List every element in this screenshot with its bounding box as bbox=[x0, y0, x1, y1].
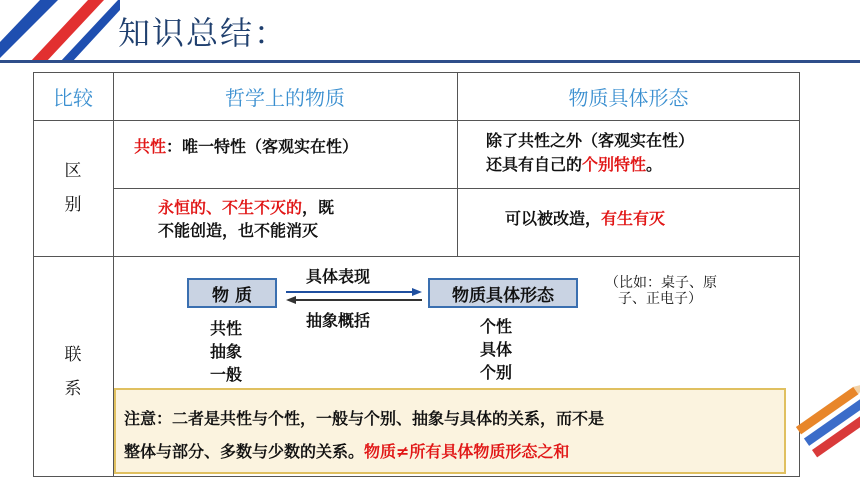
arrow-label-abstraction: 抽象概括 bbox=[306, 311, 371, 330]
text-segment: 还具有自己的 bbox=[486, 155, 583, 174]
text-segment-red: 永恒的、不生不灭的 bbox=[158, 198, 303, 217]
table-divider bbox=[33, 120, 800, 121]
row-label-difference-2: 别 bbox=[64, 195, 82, 215]
row-label-connection-1: 联 bbox=[64, 345, 82, 365]
concrete-forms-box: 物质具体形态 bbox=[428, 278, 578, 308]
cell-eternal-line1 bbox=[158, 197, 334, 219]
note-box bbox=[114, 388, 786, 474]
example-text-line2: 子、正电子） bbox=[618, 291, 702, 307]
cell-individuality-line2 bbox=[486, 154, 662, 176]
right-list-item: 个别 bbox=[480, 363, 513, 382]
text-segment-red: 物质≠所有具体物质形态之和 bbox=[364, 442, 570, 461]
example-text-line1: （比如：桌子、原 bbox=[605, 275, 717, 291]
table-divider bbox=[33, 256, 800, 257]
left-list-item: 共性 bbox=[210, 319, 243, 338]
commonality-label: 共性 bbox=[134, 137, 167, 156]
corner-stripes-decoration bbox=[0, 0, 120, 62]
header-compare: 比较 bbox=[53, 85, 93, 110]
right-list-item: 个性 bbox=[480, 317, 513, 336]
cell-eternal-line2: 不能创造，也不能消灭 bbox=[158, 221, 319, 240]
note-line1: 注意：二者是共性与个性，一般与个别、抽象与具体的关系，而不是 bbox=[124, 409, 605, 428]
text-segment: ，既 bbox=[302, 198, 335, 217]
note-text bbox=[124, 402, 774, 468]
header-philosophical-matter: 哲学上的物质 bbox=[225, 85, 345, 110]
cell-individuality-line1: 除了共性之外（客观实在性） bbox=[486, 131, 695, 150]
right-list-item: 具体 bbox=[480, 340, 513, 359]
row-label-connection-2: 系 bbox=[64, 379, 82, 399]
row-label-difference-1: 区 bbox=[64, 161, 82, 181]
text-segment-red: 有生有灭 bbox=[601, 209, 666, 228]
left-list-item: 一般 bbox=[210, 365, 243, 384]
bidirectional-arrow-icon bbox=[284, 288, 424, 304]
header-concrete-forms: 物质具体形态 bbox=[568, 85, 689, 110]
cell-commonality bbox=[134, 136, 358, 158]
arrow-label-manifestation: 具体表现 bbox=[306, 267, 371, 286]
text-segment: 整体与部分、多数与少数的关系。 bbox=[124, 442, 365, 461]
text-segment: 。 bbox=[646, 155, 663, 174]
text-segment-red: 个别特性 bbox=[582, 155, 647, 174]
title-underline bbox=[0, 60, 860, 63]
commonality-text: ：唯一特性（客观实在性） bbox=[166, 137, 359, 156]
left-list-item: 抽象 bbox=[210, 342, 243, 361]
page-title: 知识总结： bbox=[118, 14, 289, 52]
cell-changeable bbox=[505, 208, 665, 230]
matter-box: 物 质 bbox=[187, 278, 277, 308]
text-segment: 可以被改造， bbox=[505, 209, 602, 228]
note-line2 bbox=[124, 435, 774, 468]
pencils-icon bbox=[790, 370, 860, 480]
